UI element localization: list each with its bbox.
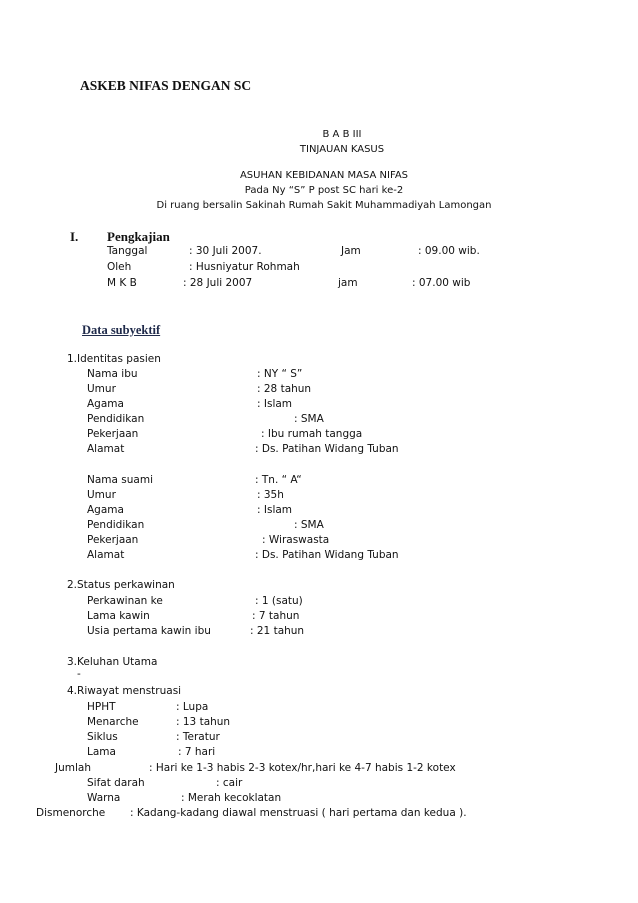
row-label: Usia pertama kawin ibu (87, 625, 211, 637)
identitas-row (0, 549, 638, 563)
row-value: : 7 hari (178, 746, 216, 758)
menstruasi-row (0, 746, 638, 760)
identitas-row (0, 443, 638, 457)
identitas-row (0, 383, 638, 397)
patient-heading: Pada Ny “S” P post SC hari ke-2 (244, 185, 404, 196)
row-label: Agama (87, 398, 124, 410)
row-value-2: : 09.00 wib. (418, 245, 480, 257)
row-value: : 28 Juli 2007 (183, 277, 253, 289)
pengkajian-row (0, 245, 638, 259)
row-value: : Lupa (176, 701, 209, 713)
row-label: Umur (87, 383, 116, 395)
row-label: Tanggal (107, 245, 148, 257)
row-label: Pendidikan (87, 413, 145, 425)
status-row (0, 625, 638, 639)
row-label: Alamat (87, 443, 125, 455)
row-label: Menarche (87, 716, 139, 728)
identitas-row (0, 368, 638, 382)
row-value: : 7 tahun (252, 610, 300, 622)
chapter-heading: B A B III (322, 129, 362, 140)
care-heading: ASUHAN KEBIDANAN MASA NIFAS (239, 170, 409, 181)
row-label: Jumlah (55, 762, 91, 774)
row-value: : Tn. “ A“ (255, 474, 302, 486)
menstruasi-row (0, 807, 638, 821)
section-number: I. (70, 229, 79, 244)
row-value: : 21 tahun (250, 625, 305, 637)
menstruasi-row (0, 777, 638, 791)
row-label: Pendidikan (87, 519, 145, 531)
row-label-2: jam (338, 277, 358, 289)
identitas-row (0, 474, 638, 488)
menstruasi-row (0, 716, 638, 730)
menstruasi-row (0, 792, 638, 806)
row-value: : NY “ S” (257, 368, 303, 380)
row-label: Lama kawin (87, 610, 150, 622)
row-label: Perkawinan ke (87, 595, 163, 607)
menstruasi-heading: 4.Riwayat menstruasi (67, 685, 182, 697)
pengkajian-heading: Pengkajian (107, 229, 170, 244)
row-value: : Ds. Patihan Widang Tuban (255, 443, 399, 455)
identitas-row (0, 489, 638, 503)
row-value: : 28 tahun (257, 383, 312, 395)
row-value: : Kadang-kadang diawal menstruasi ( hari pertama dan kedua ). (130, 807, 467, 819)
status-row (0, 595, 638, 609)
identitas-heading: 1.Identitas pasien (67, 353, 161, 365)
row-value: : Hari ke 1-3 habis 2-3 kotex/hr,hari ke 4-7 habis 1-2 kotex (149, 762, 456, 774)
row-value: : 30 Juli 2007. (189, 245, 262, 257)
row-label: M K B (107, 277, 137, 289)
row-value: : Ibu rumah tangga (261, 428, 363, 440)
row-label-2: Jam (341, 245, 361, 257)
row-label: Alamat (87, 549, 125, 561)
row-label: Nama suami (87, 474, 153, 486)
keluhan-value: - (77, 668, 81, 680)
section-heading: TINJAUAN KASUS (299, 144, 385, 155)
row-value: : SMA (294, 519, 324, 531)
row-value: : Ds. Patihan Widang Tuban (255, 549, 399, 561)
menstruasi-row (0, 701, 638, 715)
row-label: Agama (87, 504, 124, 516)
row-value: : Teratur (176, 731, 220, 743)
row-label: Pekerjaan (87, 534, 139, 546)
row-label: Siklus (87, 731, 118, 743)
document-title: ASKEB NIFAS DENGAN SC (80, 78, 252, 93)
row-value: : Islam (257, 398, 293, 410)
identitas-row (0, 534, 638, 548)
row-label: Nama ibu (87, 368, 138, 380)
row-label: Lama (87, 746, 116, 758)
status-heading: 2.Status perkawinan (67, 579, 175, 591)
identitas-row (0, 398, 638, 412)
location-heading: Di ruang bersalin Sakinah Rumah Sakit Muhammadiyah Lamongan (156, 200, 492, 211)
row-label: Oleh (107, 261, 132, 273)
identitas-row (0, 519, 638, 533)
row-label: Pekerjaan (87, 428, 139, 440)
identitas-row (0, 413, 638, 427)
row-value: : Husniyatur Rohmah (189, 261, 300, 273)
pengkajian-row (0, 277, 638, 291)
identitas-row (0, 428, 638, 442)
row-value: : 1 (satu) (255, 595, 303, 607)
row-value: : SMA (294, 413, 324, 425)
pengkajian-row (0, 261, 638, 275)
row-label: Umur (87, 489, 116, 501)
row-value: : Merah kecoklatan (181, 792, 282, 804)
row-value: : cair (216, 777, 243, 789)
status-row (0, 610, 638, 624)
row-label: Sifat darah (87, 777, 145, 789)
menstruasi-row (0, 731, 638, 745)
row-value: : Wiraswasta (262, 534, 330, 546)
row-value: : 13 tahun (176, 716, 231, 728)
row-label: Dismenorche (36, 807, 106, 819)
row-value-2: : 07.00 wib (412, 277, 471, 289)
row-value: : 35h (257, 489, 284, 501)
keluhan-heading: 3.Keluhan Utama (67, 656, 158, 668)
row-value: : Islam (257, 504, 293, 516)
menstruasi-row (0, 762, 638, 776)
row-label: HPHT (87, 701, 116, 713)
row-label: Warna (87, 792, 121, 804)
data-subyektif-heading: Data subyektif (82, 323, 161, 337)
identitas-row (0, 504, 638, 518)
